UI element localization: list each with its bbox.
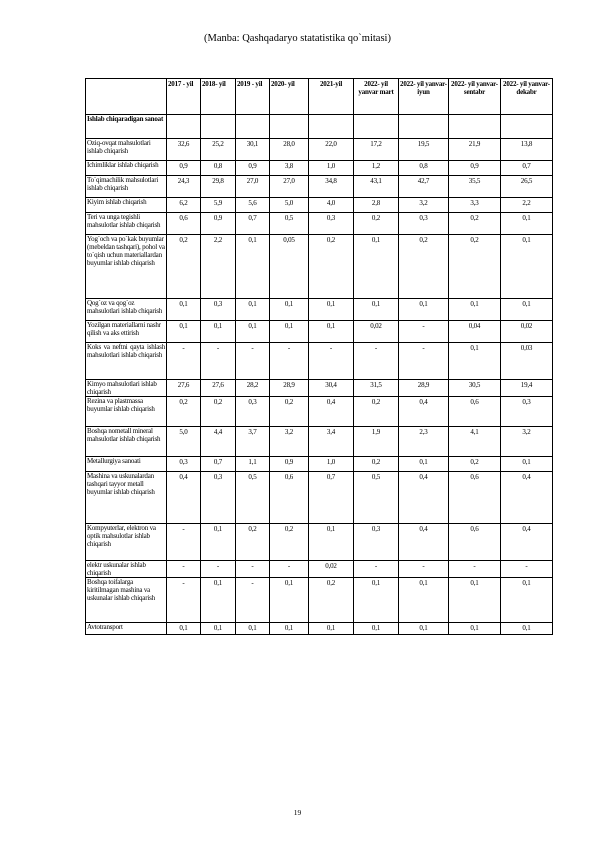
table-row: [86, 623, 553, 635]
value-cell: 0,2: [201, 397, 236, 427]
table-row: [86, 561, 553, 578]
row-label: Ichimliklar ishlab chiqarish: [86, 161, 167, 176]
table-row: [86, 457, 553, 472]
value-cell: 0,1: [309, 524, 354, 561]
table-row: [86, 578, 553, 623]
value-cell: 0,1: [309, 623, 354, 635]
value-cell: 0,5: [270, 213, 309, 235]
value-cell: 3,2: [501, 427, 553, 457]
value-cell: 0,7: [236, 213, 270, 235]
value-cell: 0,4: [399, 472, 449, 524]
value-cell: 21,9: [449, 139, 501, 161]
value-cell: [449, 115, 501, 139]
table-row: [86, 524, 553, 561]
row-label: Avtotransport: [86, 623, 167, 635]
value-cell: 0,2: [449, 235, 501, 299]
row-label: Yog`och va po`kak buyumlar (mebeldan tashqari), pohol va to`qish uchun materiallardan buyumlar ishlab chiqarish: [86, 235, 167, 299]
value-cell: 0,02: [309, 561, 354, 578]
value-cell: 0,4: [399, 524, 449, 561]
value-cell: [354, 115, 399, 139]
value-cell: 0,1: [399, 457, 449, 472]
value-cell: 0,1: [501, 578, 553, 623]
value-cell: 28,9: [399, 380, 449, 397]
value-cell: 0,4: [399, 397, 449, 427]
row-label: Boshqa toifalarga kiritilmagan mashina va uskunalar ishlab chiqarish: [86, 578, 167, 623]
value-cell: 0,6: [167, 213, 201, 235]
value-cell: 0,1: [201, 578, 236, 623]
value-cell: 0,3: [501, 397, 553, 427]
value-cell: 0,1: [399, 299, 449, 321]
row-label: Oziq-ovqat mahsulotlari ishlab chiqarish: [86, 139, 167, 161]
value-cell: 3,8: [270, 161, 309, 176]
value-cell: 0,1: [501, 623, 553, 635]
value-cell: [270, 115, 309, 139]
value-cell: 0,1: [354, 235, 399, 299]
value-cell: 22,0: [309, 139, 354, 161]
row-label: Metallurgiya sanoati: [86, 457, 167, 472]
value-cell: 0,2: [270, 524, 309, 561]
table-row: [86, 343, 553, 380]
value-cell: 0,1: [309, 321, 354, 343]
value-cell: -: [399, 561, 449, 578]
value-cell: 0,1: [201, 524, 236, 561]
value-cell: 0,1: [167, 321, 201, 343]
value-cell: 1,0: [309, 161, 354, 176]
value-cell: 5,0: [270, 198, 309, 213]
value-cell: 24,3: [167, 176, 201, 198]
header-cell-period: 2022- yil yanvar mart: [354, 79, 399, 115]
header-cell-period: 2018- yil: [201, 79, 236, 115]
value-cell: -: [167, 343, 201, 380]
value-cell: -: [167, 578, 201, 623]
value-cell: 0,1: [270, 321, 309, 343]
value-cell: 0,2: [354, 397, 399, 427]
table-row: [86, 198, 553, 213]
value-cell: 0,2: [167, 235, 201, 299]
table-row: [86, 397, 553, 427]
value-cell: -: [201, 561, 236, 578]
value-cell: -: [167, 524, 201, 561]
value-cell: 0,1: [167, 299, 201, 321]
value-cell: 0,1: [270, 623, 309, 635]
value-cell: 0,1: [449, 343, 501, 380]
value-cell: 0,03: [501, 343, 553, 380]
row-label: elektr uskunalar ishlab chiqarish: [86, 561, 167, 578]
value-cell: [236, 115, 270, 139]
value-cell: 34,8: [309, 176, 354, 198]
value-cell: 0,3: [399, 213, 449, 235]
value-cell: 0,1: [201, 623, 236, 635]
value-cell: 2,8: [354, 198, 399, 213]
value-cell: 0,9: [270, 457, 309, 472]
value-cell: 27,6: [167, 380, 201, 397]
value-cell: 25,2: [201, 139, 236, 161]
value-cell: 0,1: [354, 623, 399, 635]
header-row: [86, 79, 553, 115]
value-cell: 4,0: [309, 198, 354, 213]
value-cell: 0,9: [167, 161, 201, 176]
value-cell: 0,2: [270, 397, 309, 427]
value-cell: -: [236, 561, 270, 578]
value-cell: 28,0: [270, 139, 309, 161]
value-cell: 0,1: [236, 321, 270, 343]
row-label: Kiyim ishlab chiqarish: [86, 198, 167, 213]
header-cell-label: [86, 79, 167, 115]
value-cell: 0,3: [201, 472, 236, 524]
value-cell: 3,4: [309, 427, 354, 457]
value-cell: 0,2: [236, 524, 270, 561]
row-label: Kompyuterlar, elektron va optik mahsulotlar ishlab chiqarish: [86, 524, 167, 561]
row-label: Koks va neftni qayta ishlash mahsulotlari ishlab chiqarish: [86, 343, 167, 380]
value-cell: 0,7: [201, 457, 236, 472]
table-row: [86, 176, 553, 198]
table-row: [86, 139, 553, 161]
value-cell: 0,1: [236, 623, 270, 635]
value-cell: 0,2: [449, 213, 501, 235]
value-cell: 0,02: [501, 321, 553, 343]
value-cell: 35,5: [449, 176, 501, 198]
value-cell: 0,6: [449, 397, 501, 427]
value-cell: 31,5: [354, 380, 399, 397]
value-cell: 19,4: [501, 380, 553, 397]
value-cell: 0,8: [201, 161, 236, 176]
header-cell-period: 2021-yil: [309, 79, 354, 115]
value-cell: -: [354, 561, 399, 578]
table-row: [86, 213, 553, 235]
value-cell: 0,1: [354, 299, 399, 321]
value-cell: 0,1: [501, 235, 553, 299]
table-caption: (Manba: Qashqadaryo statatistika qo`mitasi): [204, 33, 391, 44]
value-cell: -: [167, 561, 201, 578]
value-cell: 1,1: [236, 457, 270, 472]
value-cell: [399, 115, 449, 139]
value-cell: 0,3: [354, 524, 399, 561]
value-cell: 0,7: [309, 472, 354, 524]
header-cell-period: 2022- yil yanvar-dekabr: [501, 79, 553, 115]
table-row: [86, 321, 553, 343]
value-cell: 26,5: [501, 176, 553, 198]
value-cell: 43,1: [354, 176, 399, 198]
value-cell: [201, 115, 236, 139]
value-cell: [501, 115, 553, 139]
value-cell: 0,6: [449, 472, 501, 524]
value-cell: -: [236, 578, 270, 623]
value-cell: 0,1: [270, 578, 309, 623]
row-label: Boshqa nometall mineral mahsulotlar ishlab chiqarish: [86, 427, 167, 457]
value-cell: 27,6: [201, 380, 236, 397]
value-cell: 0,05: [270, 235, 309, 299]
value-cell: 0,8: [399, 161, 449, 176]
value-cell: -: [501, 561, 553, 578]
table-row: [86, 299, 553, 321]
value-cell: 30,4: [309, 380, 354, 397]
page-number: 19: [293, 808, 302, 817]
row-label: Rezina va plastmassa buyumlar ishlab chiqarish: [86, 397, 167, 427]
value-cell: 0,7: [501, 161, 553, 176]
value-cell: 13,8: [501, 139, 553, 161]
value-cell: 0,1: [501, 457, 553, 472]
value-cell: [167, 115, 201, 139]
value-cell: 0,1: [167, 623, 201, 635]
value-cell: 0,6: [449, 524, 501, 561]
value-cell: 0,02: [354, 321, 399, 343]
value-cell: 0,1: [236, 299, 270, 321]
value-cell: 2,2: [201, 235, 236, 299]
value-cell: 0,2: [309, 578, 354, 623]
value-cell: 17,2: [354, 139, 399, 161]
row-label: Kimyo mahsulotlari ishlab chiqarish: [86, 380, 167, 397]
value-cell: 29,8: [201, 176, 236, 198]
value-cell: 19,5: [399, 139, 449, 161]
value-cell: 5,6: [236, 198, 270, 213]
value-cell: 5,0: [167, 427, 201, 457]
row-label: Yozilgan materiallarni nashr qilish va aks ettirish: [86, 321, 167, 343]
table-row: [86, 235, 553, 299]
value-cell: 4,1: [449, 427, 501, 457]
value-cell: 4,4: [201, 427, 236, 457]
statistics-table: [85, 78, 553, 635]
table-row: [86, 427, 553, 457]
table-row: [86, 115, 553, 139]
value-cell: 3,2: [270, 427, 309, 457]
value-cell: 6,2: [167, 198, 201, 213]
value-cell: 0,3: [201, 299, 236, 321]
value-cell: 0,5: [354, 472, 399, 524]
value-cell: 0,1: [236, 235, 270, 299]
table-row: [86, 161, 553, 176]
value-cell: 2,2: [501, 198, 553, 213]
value-cell: -: [270, 343, 309, 380]
header-cell-period: 2022- yil yanvar-sentabr: [449, 79, 501, 115]
value-cell: 0,5: [236, 472, 270, 524]
value-cell: 0,2: [354, 213, 399, 235]
value-cell: -: [201, 343, 236, 380]
value-cell: -: [399, 343, 449, 380]
header-cell-period: 2022- yil yanvar-iyun: [399, 79, 449, 115]
value-cell: 1,2: [354, 161, 399, 176]
value-cell: 32,6: [167, 139, 201, 161]
row-label: Teri va unga tegishli mahsulotlar ishlab chiqarish: [86, 213, 167, 235]
value-cell: -: [399, 321, 449, 343]
value-cell: 0,4: [167, 472, 201, 524]
value-cell: 0,3: [309, 213, 354, 235]
table-body: [86, 115, 553, 635]
value-cell: 28,2: [236, 380, 270, 397]
value-cell: 0,2: [399, 235, 449, 299]
value-cell: 2,3: [399, 427, 449, 457]
header-cell-period: 2019 - yil: [236, 79, 270, 115]
value-cell: 0,9: [201, 213, 236, 235]
value-cell: -: [236, 343, 270, 380]
value-cell: 0,4: [501, 472, 553, 524]
row-label: Qog`oz va qog`oz mahsulotlari ishlab chiqarish: [86, 299, 167, 321]
value-cell: 0,04: [449, 321, 501, 343]
value-cell: 27,0: [236, 176, 270, 198]
value-cell: 3,3: [449, 198, 501, 213]
value-cell: 0,1: [501, 299, 553, 321]
value-cell: 28,9: [270, 380, 309, 397]
value-cell: 0,9: [449, 161, 501, 176]
value-cell: 0,1: [270, 299, 309, 321]
value-cell: 30,1: [236, 139, 270, 161]
value-cell: 0,2: [309, 235, 354, 299]
value-cell: 42,7: [399, 176, 449, 198]
header-cell-period: 2017 - yil: [167, 79, 201, 115]
value-cell: [309, 115, 354, 139]
value-cell: 0,1: [354, 578, 399, 623]
value-cell: 3,7: [236, 427, 270, 457]
value-cell: 0,1: [399, 578, 449, 623]
table-row: [86, 380, 553, 397]
table-row: [86, 472, 553, 524]
value-cell: -: [309, 343, 354, 380]
value-cell: 0,2: [354, 457, 399, 472]
value-cell: 0,6: [270, 472, 309, 524]
value-cell: 1,0: [309, 457, 354, 472]
value-cell: -: [270, 561, 309, 578]
value-cell: 0,4: [309, 397, 354, 427]
value-cell: 0,2: [449, 457, 501, 472]
value-cell: 0,3: [236, 397, 270, 427]
value-cell: 27,0: [270, 176, 309, 198]
value-cell: 5,9: [201, 198, 236, 213]
value-cell: 0,3: [167, 457, 201, 472]
value-cell: 0,2: [167, 397, 201, 427]
value-cell: 1,9: [354, 427, 399, 457]
row-label: Ishlab chiqaradigan sanoat: [86, 115, 167, 139]
row-label: To`qimachilik mahsulotlari ishlab chiqarish: [86, 176, 167, 198]
value-cell: 0,9: [236, 161, 270, 176]
value-cell: 0,1: [309, 299, 354, 321]
value-cell: 30,5: [449, 380, 501, 397]
header-cell-period: 2020- yil: [270, 79, 309, 115]
value-cell: 0,1: [501, 213, 553, 235]
value-cell: 0,1: [449, 578, 501, 623]
value-cell: 0,1: [449, 299, 501, 321]
value-cell: 0,1: [449, 623, 501, 635]
value-cell: -: [449, 561, 501, 578]
value-cell: 0,1: [201, 321, 236, 343]
value-cell: 0,4: [501, 524, 553, 561]
row-label: Mashina va uskunalardan tashqari tayyor metall buyumlar ishlab chiqarish: [86, 472, 167, 524]
value-cell: -: [354, 343, 399, 380]
value-cell: 0,1: [399, 623, 449, 635]
value-cell: 3,2: [399, 198, 449, 213]
